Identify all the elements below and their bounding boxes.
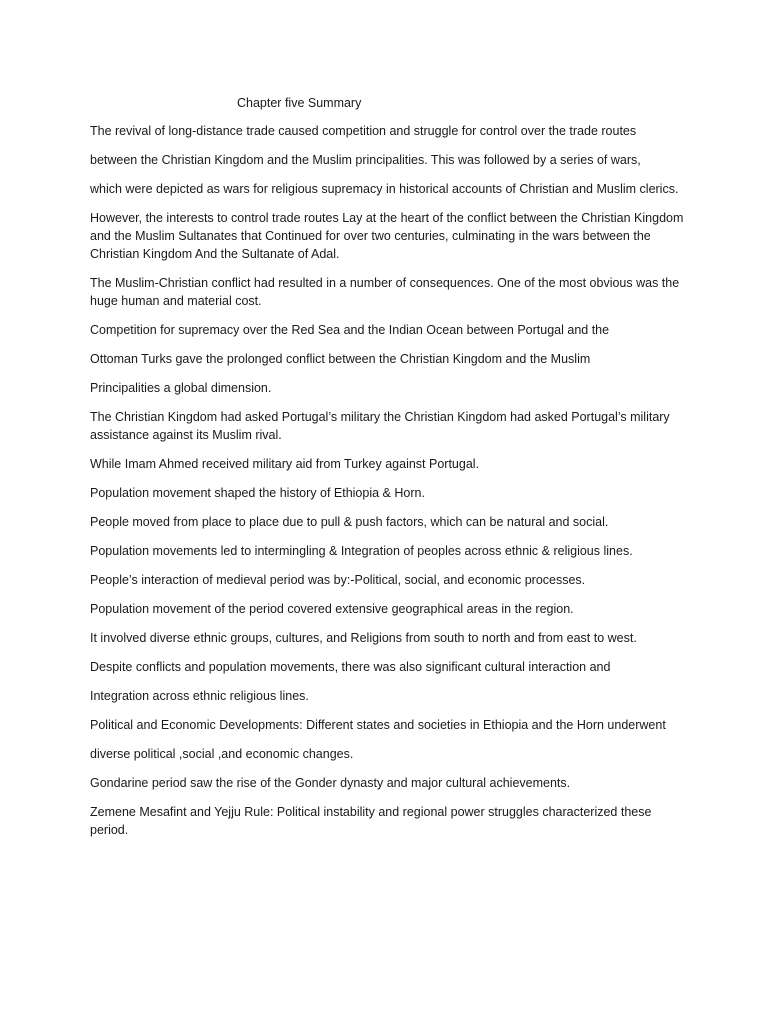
paragraph: People moved from place to place due to pull & push factors, which can be natural and social. (90, 515, 609, 529)
paragraph: The Muslim-Christian conflict had resulted in a number of consequences. One of the most obvious was the huge human and material cost. (90, 276, 680, 308)
paragraph: diverse political ,social ,and economic changes. (90, 747, 354, 761)
paragraph: However, the interests to control trade routes Lay at the heart of the conflict between the Christian Kingdom and the Muslim Sultanates that Continued for over two centuries, culminating in the wars between the Christian Kingdom And the Sultanate of Adal. (90, 211, 684, 261)
paragraph: While Imam Ahmed received military aid from Turkey against Portugal. (90, 457, 480, 471)
document-body (90, 94, 690, 850)
document-title: Chapter five Summary (237, 96, 362, 110)
paragraph: Political and Economic Developments: Different states and societies in Ethiopia and the Horn underwent (90, 718, 666, 732)
paragraph: which were depicted as wars for religious supremacy in historical accounts of Christian and Muslim clerics. (90, 182, 679, 196)
paragraph: Gondarine period saw the rise of the Gonder dynasty and major cultural achievements. (90, 776, 571, 790)
paragraph: Principalities a global dimension. (90, 381, 272, 395)
paragraph: Despite conflicts and population movements, there was also significant cultural interaction and (90, 660, 611, 674)
paragraph: Zemene Mesafint and Yejju Rule: Political instability and regional power struggles characterized these period. (90, 805, 652, 837)
paragraph: The revival of long-distance trade caused competition and struggle for control over the trade routes (90, 124, 637, 138)
paragraph: Population movements led to intermingling & Integration of peoples across ethnic & religious lines. (90, 544, 633, 558)
paragraph: Competition for supremacy over the Red Sea and the Indian Ocean between Portugal and the (90, 323, 610, 337)
paragraph: Population movement shaped the history of Ethiopia & Horn. (90, 486, 425, 500)
paragraph: People’s interaction of medieval period was by:-Political, social, and economic processes. (90, 573, 586, 587)
paragraph: Population movement of the period covered extensive geographical areas in the region. (90, 602, 574, 616)
paragraph: Ottoman Turks gave the prolonged conflict between the Christian Kingdom and the Muslim (90, 352, 591, 366)
paragraph: The Christian Kingdom had asked Portugal’s military the Christian Kingdom had asked Portugal’s military assistance against its Muslim rival. (90, 410, 670, 442)
paragraph: between the Christian Kingdom and the Muslim principalities. This was followed by a series of wars, (90, 153, 641, 167)
paragraph: It involved diverse ethnic groups, cultures, and Religions from south to north and from east to west. (90, 631, 637, 645)
paragraph: Integration across ethnic religious lines. (90, 689, 309, 703)
